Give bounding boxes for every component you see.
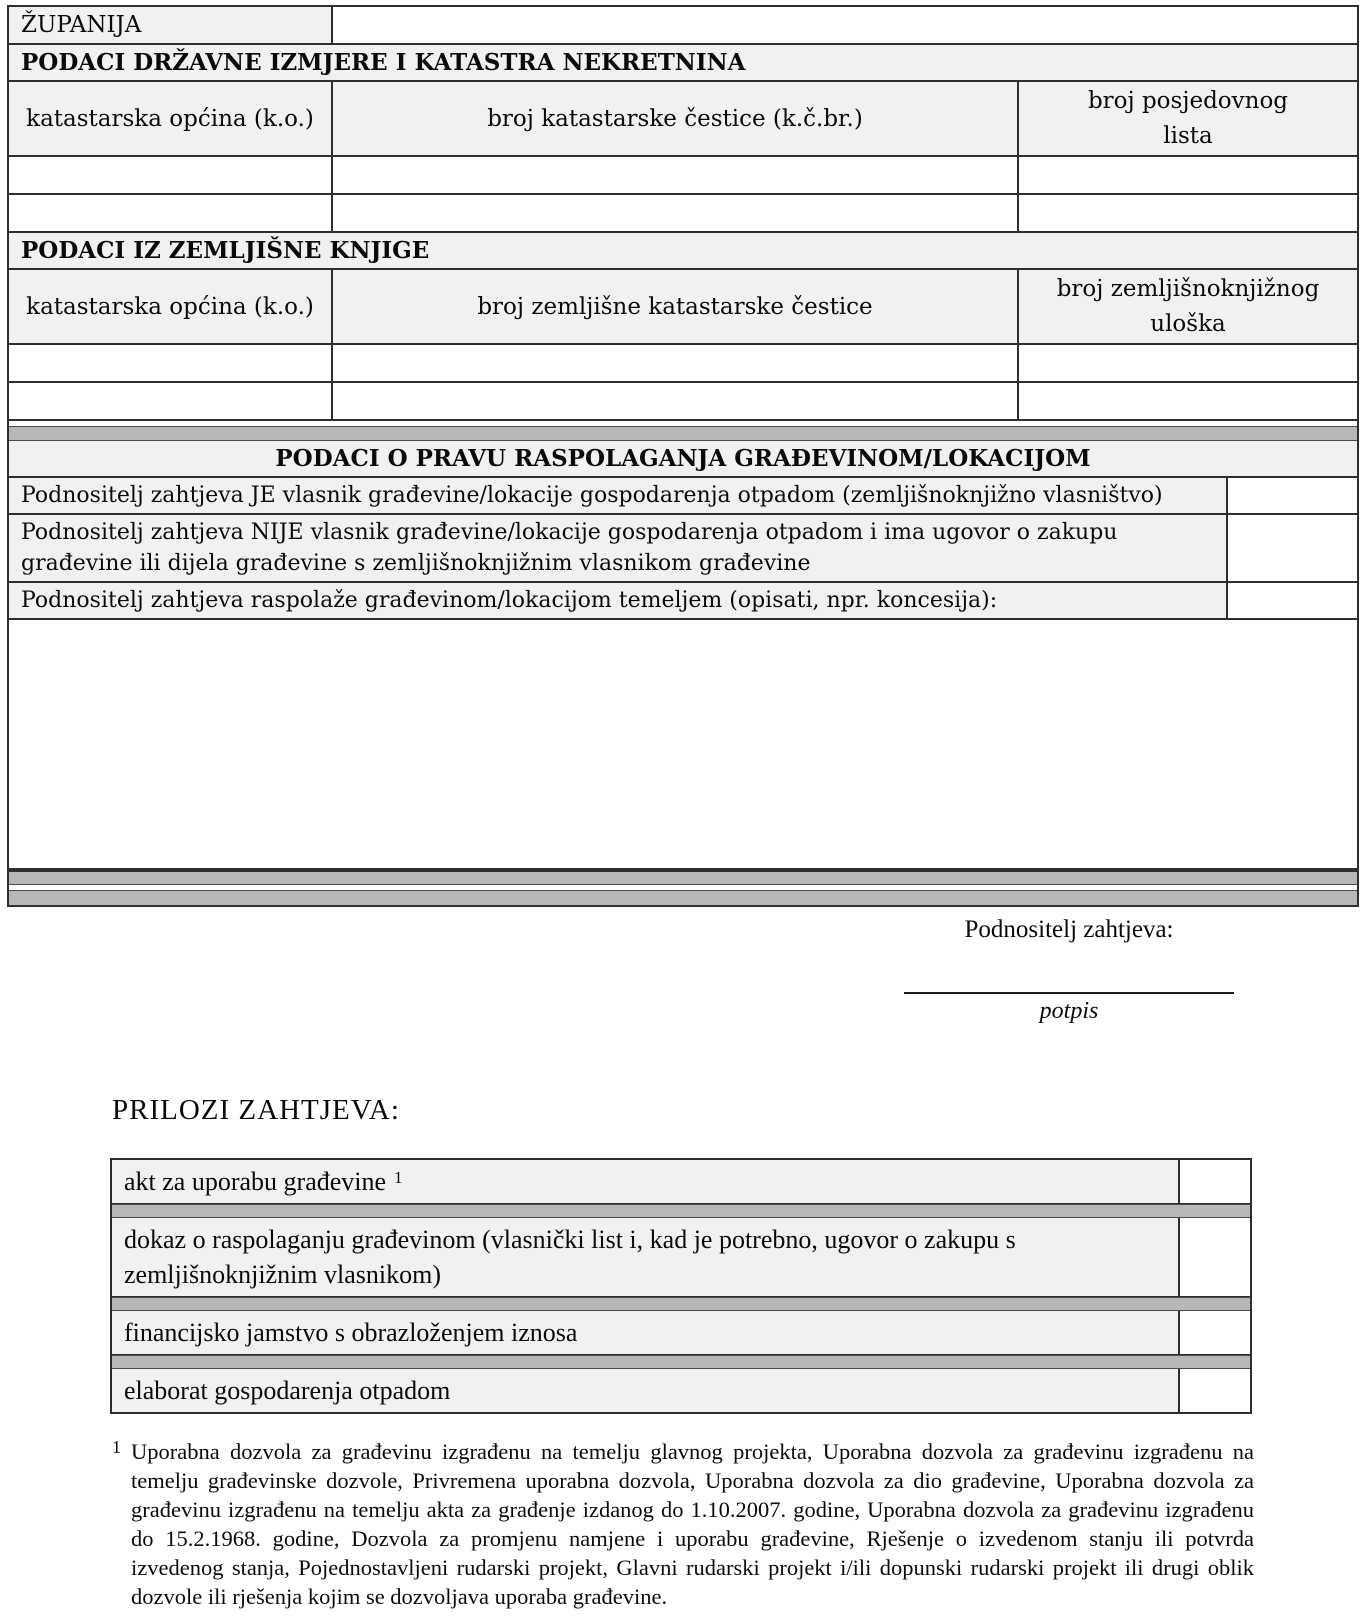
landbook-input-cestica-2[interactable] bbox=[331, 383, 1017, 419]
section-landbook-header-row bbox=[9, 270, 1357, 345]
attachment-row-3 bbox=[112, 1311, 1250, 1355]
footnote-text: Uporabna dozvola za građevinu izgrađenu na temelju glavnog projekta, Uporabna dozvola za građevinu izgrađenu na temelju građevinske dozvole, Privremena uporabna dozvola, Uporabna dozvola za dio građevine, Uporabna dozvola za građevinu izgrađenu na temelju akta za građenje izdanog do 1.10.2007. godine, Uporabna dozvola za građevinu izgrađenu do 15.2.1968. godine, Dozvola za promjenu namjene i uporabu građevine, Rješenje o izvedenom stanju ili potvrda izvedenog stanja, Pojednostavljeni rudarski projekt, Glavni rudarski projekt i/ili dopunski rudarski projekt ili drugi oblik dozvole ili rješenja kojim se dozvoljava uporaba građevine. bbox=[131, 1439, 1254, 1609]
disposal-option-row-2 bbox=[9, 515, 1357, 583]
column-header-zk-ulozak: broj zemljišnoknjižnog uloška bbox=[1017, 270, 1357, 343]
cadastral-form-table bbox=[7, 5, 1359, 907]
column-header-ko: katastarska općina (k.o.) bbox=[9, 82, 331, 155]
zupanija-input[interactable] bbox=[331, 7, 1357, 43]
bottom-bar-2 bbox=[9, 890, 1357, 905]
attachment-row-1 bbox=[112, 1160, 1250, 1204]
attachment-checkbox-1[interactable] bbox=[1178, 1160, 1250, 1203]
signature-label: Podnositelj zahtjeva: bbox=[964, 916, 1174, 943]
signature-line[interactable] bbox=[904, 992, 1234, 994]
disposal-option-row-3 bbox=[9, 583, 1357, 620]
attachment-separator-1 bbox=[112, 1204, 1250, 1218]
cadastre-input-pl-2[interactable] bbox=[1017, 195, 1357, 231]
cadastre-data-row-1 bbox=[9, 157, 1357, 195]
attachment-label-3: financijsko jamstvo s obrazloženjem iznosa bbox=[112, 1311, 1178, 1354]
section-landbook-title: PODACI IZ ZEMLJIŠNE KNJIGE bbox=[9, 233, 1357, 270]
landbook-input-ko-2[interactable] bbox=[9, 383, 331, 419]
disposal-option-row-1 bbox=[9, 478, 1357, 515]
cadastre-input-kcbr-1[interactable] bbox=[331, 157, 1017, 193]
attachment-checkbox-4[interactable] bbox=[1178, 1369, 1250, 1412]
landbook-input-cestica-1[interactable] bbox=[331, 345, 1017, 381]
attachment-separator-2 bbox=[112, 1297, 1250, 1311]
disposal-option-label-1: Podnositelj zahtjeva JE vlasnik građevine/lokacije gospodarenja otpadom (zemljišnoknjižno vlasništvo) bbox=[9, 478, 1226, 513]
attachments-title: PRILOZI ZAHTJEVA: bbox=[112, 1094, 400, 1126]
section-cadastre-header-row bbox=[9, 82, 1357, 157]
disposal-option-checkbox-1[interactable] bbox=[1226, 478, 1357, 513]
cadastre-data-row-2 bbox=[9, 195, 1357, 233]
landbook-data-row-1 bbox=[9, 345, 1357, 383]
disposal-option-label-2: Podnositelj zahtjeva NIJE vlasnik građevine/lokacije gospodarenja otpadom i ima ugovor o zakupu građevine ili dijela građevine s zemljišnoknjižnim vlasnikom građevine bbox=[9, 515, 1226, 581]
cadastre-input-ko-1[interactable] bbox=[9, 157, 331, 193]
zupanija-label: ŽUPANIJA bbox=[9, 7, 331, 43]
landbook-data-row-2 bbox=[9, 383, 1357, 421]
column-header-ko-lb: katastarska općina (k.o.) bbox=[9, 270, 331, 343]
bottom-bar-1 bbox=[9, 870, 1357, 885]
disposal-option-checkbox-3[interactable] bbox=[1226, 583, 1357, 618]
landbook-input-ulozak-2[interactable] bbox=[1017, 383, 1357, 419]
attachment-row-4 bbox=[112, 1369, 1250, 1412]
separator-bar bbox=[9, 426, 1357, 441]
attachments-table bbox=[110, 1158, 1252, 1414]
landbook-input-ulozak-1[interactable] bbox=[1017, 345, 1357, 381]
footnote-block bbox=[112, 1437, 1254, 1611]
column-header-kcbr: broj katastarske čestice (k.č.br.) bbox=[331, 82, 1017, 155]
attachment-label-4: elaborat gospodarenja otpadom bbox=[112, 1369, 1178, 1412]
attachment-label-2: dokaz o raspolaganju građevinom (vlasnički list i, kad je potrebno, ugovor o zakupu s zemljišnoknjižnim vlasnikom) bbox=[112, 1218, 1178, 1296]
signature-caption: potpis bbox=[1039, 998, 1099, 1024]
footnote-marker: 1 bbox=[112, 1437, 121, 1457]
signature-block bbox=[888, 916, 1250, 1025]
attachment-checkbox-3[interactable] bbox=[1178, 1311, 1250, 1354]
column-header-posjedovni-list: broj posjedovnog lista bbox=[1017, 82, 1357, 155]
section-cadastre-title: PODACI DRŽAVNE IZMJERE I KATASTRA NEKRETNINA bbox=[9, 45, 1357, 82]
cadastre-input-pl-1[interactable] bbox=[1017, 157, 1357, 193]
column-header-zk-cestica: broj zemljišne katastarske čestice bbox=[331, 270, 1017, 343]
cadastre-input-ko-2[interactable] bbox=[9, 195, 331, 231]
cadastre-input-kcbr-2[interactable] bbox=[331, 195, 1017, 231]
footnote-ref: 1 bbox=[394, 1168, 403, 1187]
attachment-label-1: akt za uporabu građevine $^1$ bbox=[112, 1160, 1178, 1203]
disposal-option-label-3: Podnositelj zahtjeva raspolaže građevinom/lokacijom temeljem (opisati, npr. koncesija): bbox=[9, 583, 1226, 618]
section-disposal-title: PODACI O PRAVU RASPOLAGANJA GRAĐEVINOM/LOKACIJOM bbox=[9, 441, 1357, 478]
zupanija-row bbox=[9, 7, 1357, 45]
disposal-option-checkbox-2[interactable] bbox=[1226, 515, 1357, 581]
landbook-input-ko-1[interactable] bbox=[9, 345, 331, 381]
attachment-separator-3 bbox=[112, 1355, 1250, 1369]
attachment-checkbox-2[interactable] bbox=[1178, 1218, 1250, 1296]
attachment-row-2 bbox=[112, 1218, 1250, 1297]
disposal-description-area[interactable] bbox=[9, 620, 1357, 870]
